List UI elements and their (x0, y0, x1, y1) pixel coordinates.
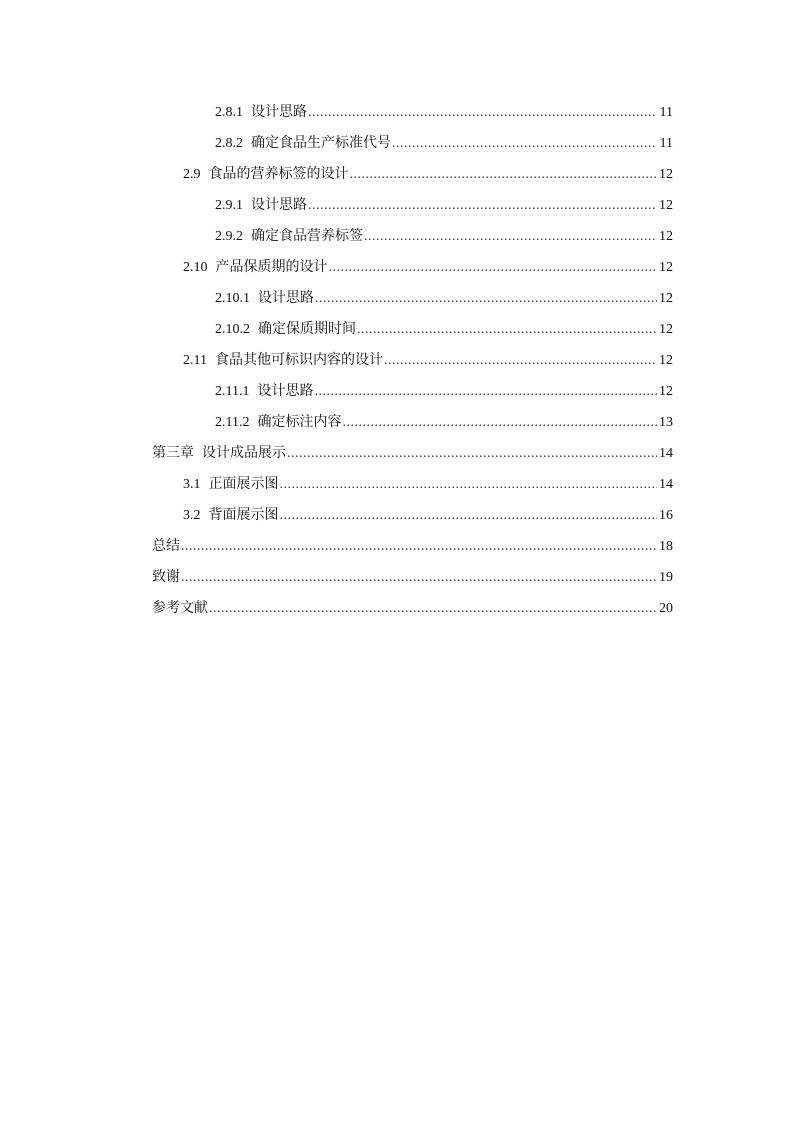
toc-title: 设计思路 (251, 105, 307, 120)
toc-title: 确定保质期时间 (258, 322, 356, 337)
toc-title: 正面展示图 (208, 477, 279, 492)
toc-page-number: 12 (659, 384, 673, 399)
toc-page-number: 11 (659, 105, 673, 120)
toc-leader (329, 252, 658, 283)
toc-leader (181, 562, 657, 593)
toc-page-number: 11 (659, 136, 673, 151)
toc-page-number: 12 (659, 353, 673, 368)
toc-leader (357, 314, 657, 345)
toc-page-number: 19 (659, 570, 673, 585)
toc-entry[interactable] (152, 376, 673, 407)
toc-title: 食品其他可标识内容的设计 (214, 353, 383, 368)
toc-entry[interactable] (152, 252, 673, 283)
toc-leader (280, 500, 658, 531)
toc-title: 致谢 (152, 570, 180, 585)
toc-number: 2.11.2 (215, 415, 250, 430)
toc-entry[interactable] (152, 97, 673, 128)
toc-page-number: 13 (659, 415, 673, 430)
toc-leader (308, 190, 657, 221)
toc-leader (342, 407, 657, 438)
toc-entry[interactable] (152, 283, 673, 314)
toc-number: 2.11.1 (215, 384, 250, 399)
toc-leader (384, 345, 657, 376)
toc-page-number: 12 (659, 260, 673, 275)
toc-title: 设计思路 (258, 291, 314, 306)
toc-title: 确定标注内容 (257, 415, 342, 430)
toc-entry[interactable] (152, 438, 673, 469)
toc-entry[interactable] (152, 407, 673, 438)
toc-leader (315, 283, 657, 314)
toc-entry[interactable] (152, 345, 673, 376)
toc-page-number: 18 (659, 539, 673, 554)
toc-title: 总结 (152, 539, 180, 554)
toc-title: 背面展示图 (208, 508, 279, 523)
toc-number: 2.8.1 (215, 105, 243, 120)
toc-number: 第三章 (152, 446, 194, 461)
toc-page-number: 16 (659, 508, 673, 523)
toc-entry[interactable] (152, 314, 673, 345)
toc-number: 2.9 (183, 167, 201, 182)
toc-entry[interactable] (152, 593, 673, 624)
toc-page-number: 20 (659, 601, 673, 616)
toc-page-number: 12 (659, 291, 673, 306)
toc-title: 设计成品展示 (202, 446, 286, 461)
toc-leader (308, 97, 657, 128)
toc-entry[interactable] (152, 221, 673, 252)
toc-entry[interactable] (152, 190, 673, 221)
toc-leader (287, 438, 657, 469)
toc-page-number: 12 (659, 229, 673, 244)
toc-leader (350, 159, 658, 190)
toc-entry[interactable] (152, 531, 673, 562)
toc-title: 确定食品营养标签 (251, 229, 363, 244)
toc-number: 2.10 (183, 260, 208, 275)
toc-title: 确定食品生产标准代号 (251, 136, 391, 151)
toc-leader (392, 128, 657, 159)
toc-entry[interactable] (152, 128, 673, 159)
toc-page-number: 14 (659, 477, 673, 492)
toc-leader (314, 376, 657, 407)
toc-number: 2.9.1 (215, 198, 243, 213)
toc-number: 2.11 (183, 353, 207, 368)
toc-number: 2.8.2 (215, 136, 243, 151)
toc-leader (209, 593, 657, 624)
toc-number: 2.10.1 (215, 291, 250, 306)
toc-page-number: 14 (659, 446, 673, 461)
toc-entry[interactable] (152, 469, 673, 500)
toc-title: 食品的营养标签的设计 (208, 167, 349, 182)
table-of-contents (152, 97, 673, 624)
toc-number: 2.10.2 (215, 322, 250, 337)
toc-leader (364, 221, 657, 252)
toc-entry[interactable] (152, 159, 673, 190)
toc-number: 3.2 (183, 508, 201, 523)
toc-page-number: 12 (659, 322, 673, 337)
toc-number: 3.1 (183, 477, 201, 492)
toc-page-number: 12 (659, 167, 673, 182)
toc-title: 设计思路 (251, 198, 307, 213)
toc-leader (181, 531, 657, 562)
toc-entry[interactable] (152, 500, 673, 531)
toc-leader (280, 469, 658, 500)
toc-number: 2.9.2 (215, 229, 243, 244)
toc-entry[interactable] (152, 562, 673, 593)
toc-title: 产品保质期的设计 (215, 260, 328, 275)
toc-page-number: 12 (659, 198, 673, 213)
toc-title: 设计思路 (257, 384, 314, 399)
toc-title: 参考文献 (152, 601, 208, 616)
